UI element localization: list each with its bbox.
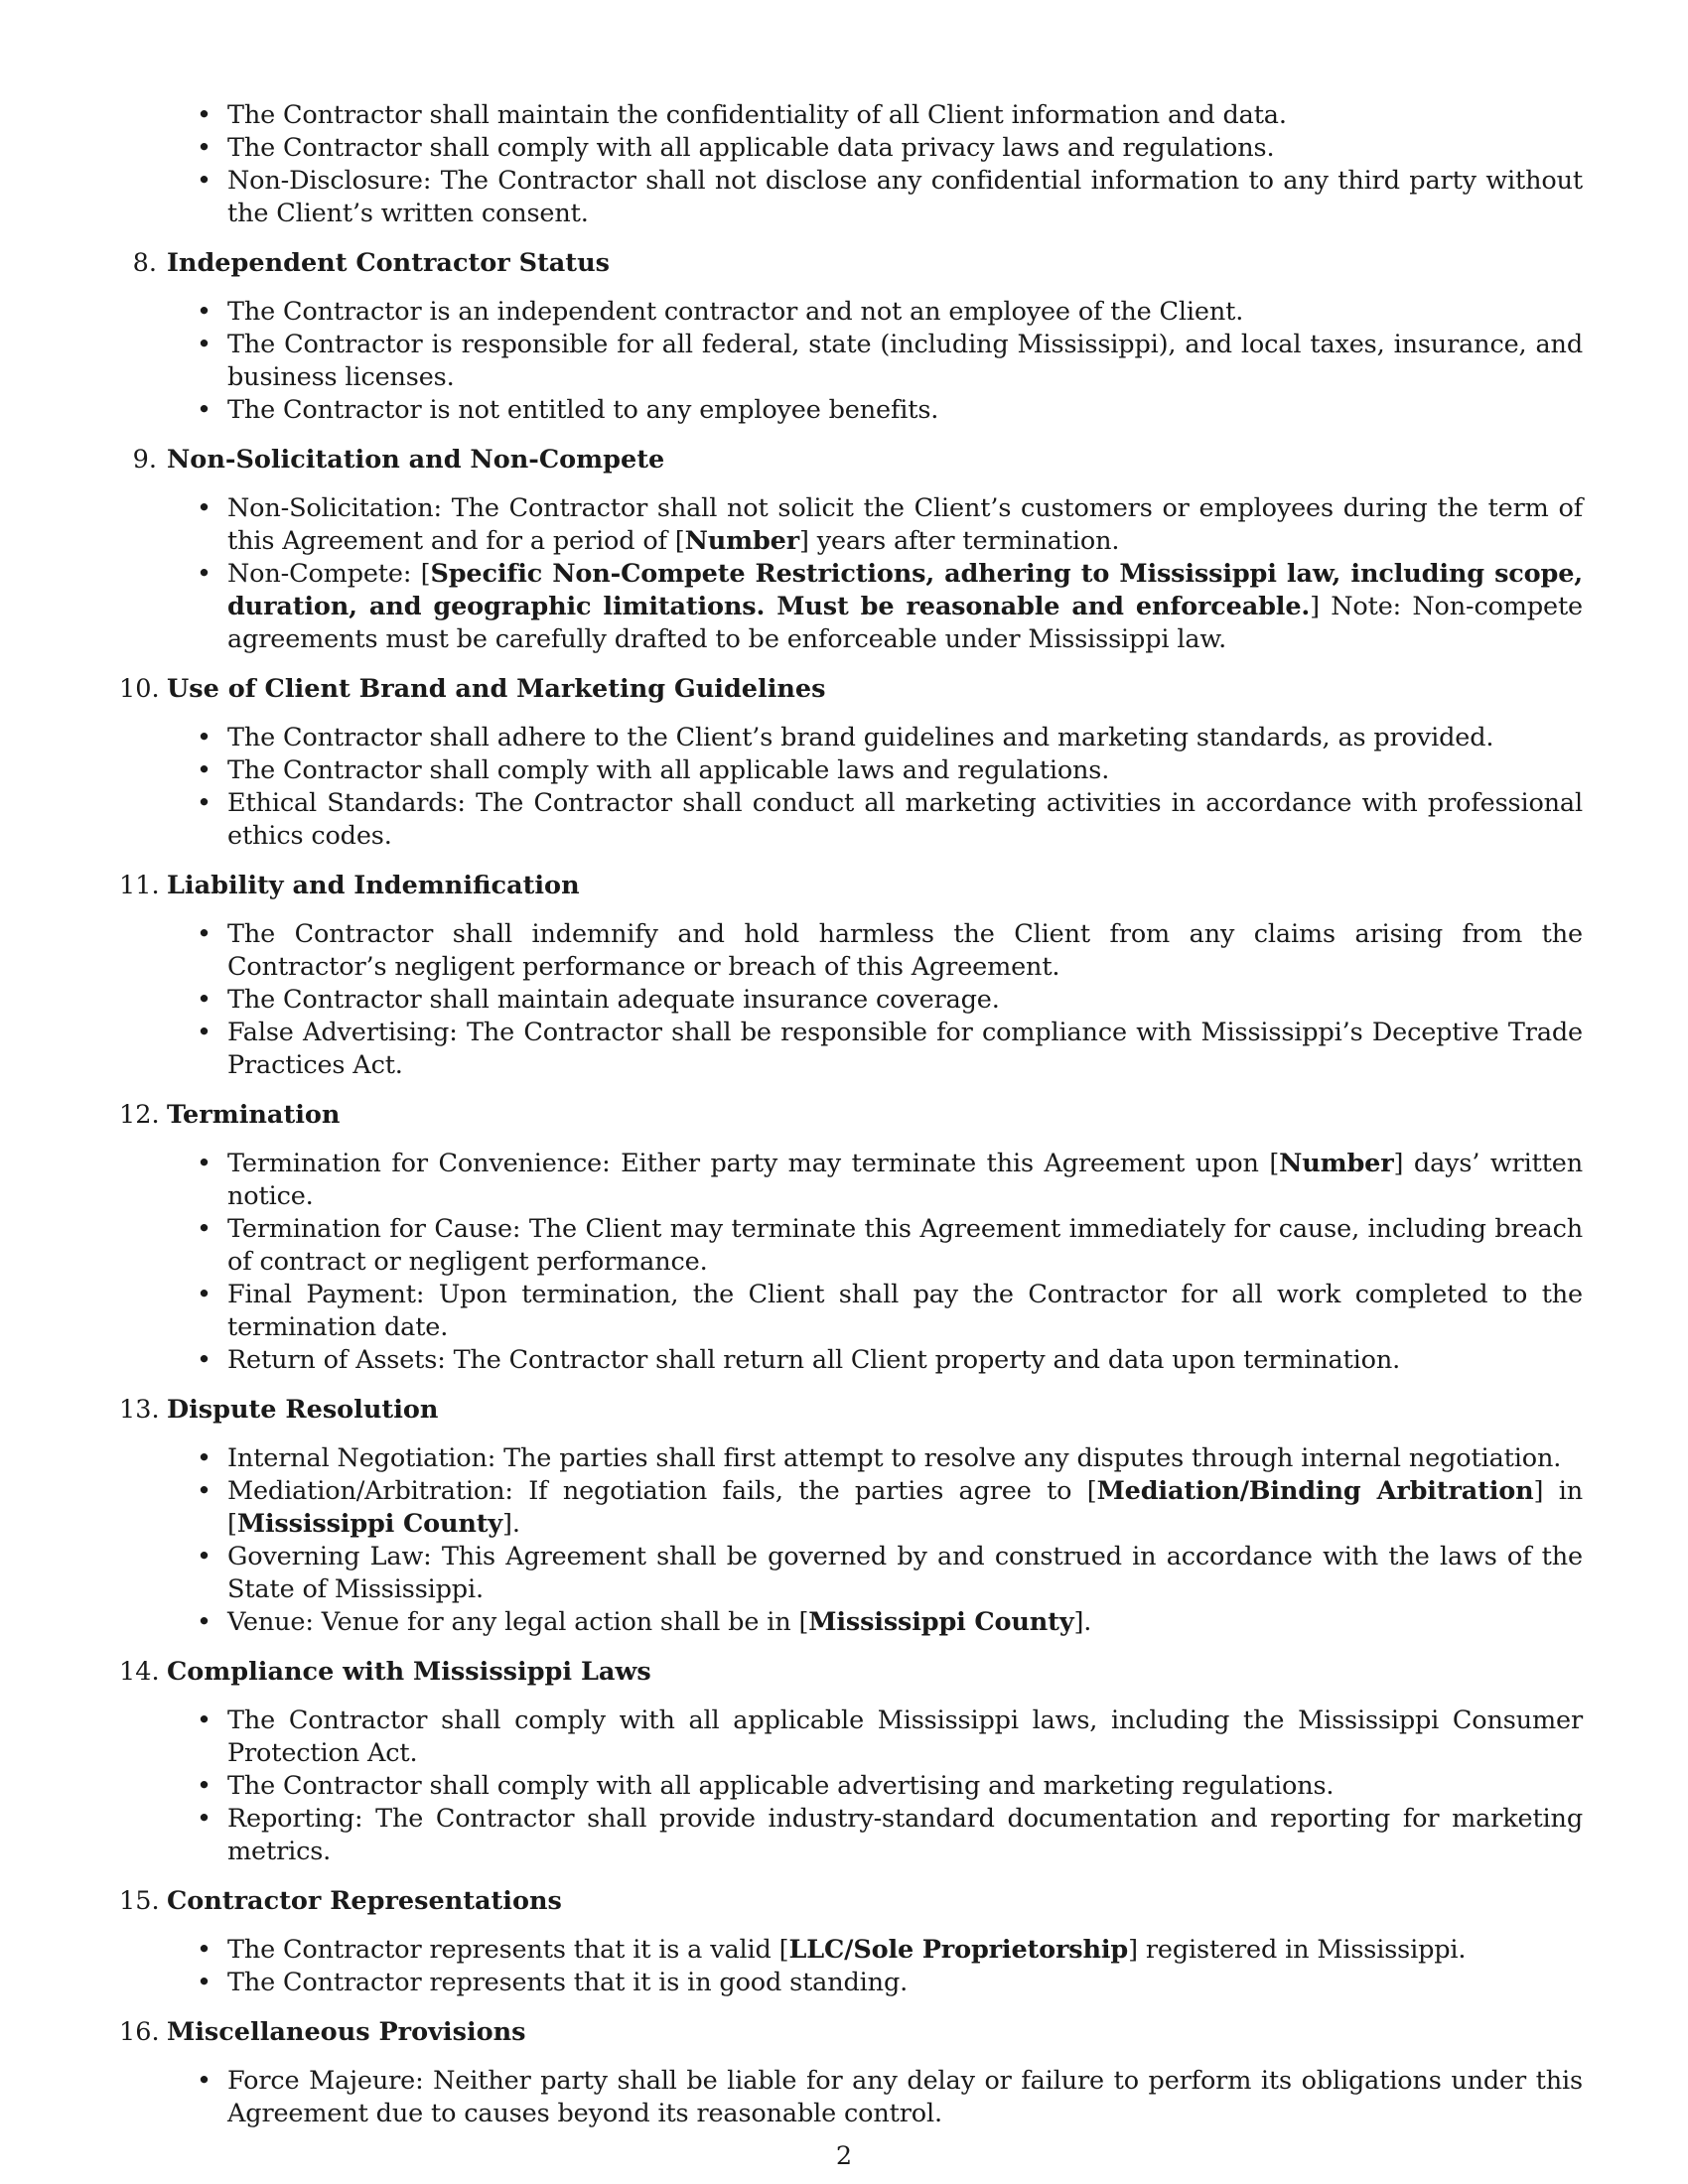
bullet-list	[167, 1934, 1583, 1999]
bullet-list	[167, 1148, 1583, 1377]
item-text: ].	[1073, 1607, 1092, 1637]
item-text: The Contractor shall indemnify and hold harmless the Client from any claims arising from the Contractor’s negligent performance or breach of this Agreement.	[227, 919, 1583, 982]
list-item	[167, 1705, 1583, 1770]
list-item	[167, 787, 1583, 853]
item-text: ] years after termination.	[799, 526, 1120, 556]
list-item	[167, 394, 1583, 427]
confidentiality-list	[167, 99, 1583, 230]
item-text: The Contractor shall adhere to the Client’s brand guidelines and marketing standards, as provided.	[227, 723, 1494, 752]
section-number: 14.	[119, 1657, 160, 1687]
list-item	[167, 1017, 1583, 1082]
item-text: The Contractor represents that it is in good standing.	[227, 1968, 909, 1997]
item-text: Governing Law: This Agreement shall be governed by and construed in accordance with the laws of the State of Mississippi.	[227, 1542, 1583, 1604]
item-text: ] Note: Non-compete agreements must be carefully drafted to be enforceable under Mississippi law.	[227, 592, 1583, 654]
list-item	[167, 754, 1583, 787]
placeholder-text: Number	[1279, 1149, 1394, 1178]
section-heading	[132, 444, 1583, 477]
bullet-list	[167, 1705, 1583, 1868]
bullet-list	[167, 2065, 1583, 2130]
section-title: Compliance with Mississippi Laws	[167, 1657, 651, 1687]
section-title: Miscellaneous Provisions	[167, 2017, 526, 2047]
list-item: • The Contractor shall comply with all applicable data privacy laws and regulations.	[167, 132, 1583, 165]
section-title: Termination	[167, 1100, 341, 1130]
section-heading	[119, 870, 1583, 902]
section-number: 10.	[119, 674, 160, 704]
section-title: Liability and Indemnification	[167, 871, 580, 900]
section	[119, 1656, 1583, 1868]
placeholder-text: Mississippi County	[236, 1509, 503, 1539]
item-text: Non-Solicitation: The Contractor shall not solicit the Client’s customers or employees during the term of this Agreement and for a period of [	[227, 493, 1583, 556]
section	[119, 673, 1583, 853]
section	[119, 2016, 1583, 2130]
placeholder-text: Mississippi County	[808, 1607, 1074, 1637]
item-text: ] days’ written notice.	[227, 1149, 1584, 1211]
item-text: Reporting: The Contractor shall provide industry-standard documentation and reporting for marketing metrics.	[227, 1804, 1583, 1866]
list-item	[167, 722, 1583, 754]
bullet-list	[167, 1442, 1583, 1639]
placeholder-text: Specific Non-Compete Restrictions, adhering to Mississippi law, including scope, duration, and geographic limitations. Must be reasonable and enforceable.	[227, 559, 1583, 621]
list-item	[167, 329, 1583, 394]
item-text: Termination for Cause: The Client may terminate this Agreement immediately for cause, including breach of contract or negligent performance.	[227, 1214, 1583, 1277]
item-text: Force Majeure: Neither party shall be liable for any delay or failure to perform its obligations under this Agreement due to causes beyond its reasonable control.	[227, 2066, 1583, 2128]
document-body	[119, 99, 1584, 2130]
list-item: • Non-Disclosure: The Contractor shall not disclose any confidential information to any third party without the Client’s written consent.	[167, 165, 1583, 230]
list-item	[167, 1967, 1583, 1999]
item-text: Return of Assets: The Contractor shall return all Client property and data upon termination.	[227, 1345, 1401, 1375]
section-number: 11.	[119, 871, 160, 900]
item-text: Non-Compete: [	[227, 559, 431, 589]
item-text: The Contractor represents that it is a valid [	[227, 1935, 789, 1965]
list-item	[167, 1934, 1583, 1967]
section	[119, 1885, 1583, 1999]
list-item	[167, 1803, 1583, 1868]
placeholder-text: Number	[684, 526, 800, 556]
list-item	[167, 1442, 1583, 1475]
list-item	[167, 1541, 1583, 1606]
section-title: Non-Solicitation and Non-Compete	[167, 445, 665, 475]
section-heading	[119, 1099, 1583, 1132]
list-item	[167, 1475, 1583, 1541]
item-text: The Contractor shall maintain adequate insurance coverage.	[227, 985, 1000, 1015]
sections-container	[119, 247, 1584, 2130]
section-heading	[119, 1656, 1583, 1689]
item-text: The Contractor is an independent contractor and not an employee of the Client.	[227, 297, 1244, 327]
section-title: Dispute Resolution	[167, 1395, 439, 1425]
list-item	[167, 2065, 1583, 2130]
section-title: Independent Contractor Status	[167, 248, 610, 278]
item-text: The Contractor is responsible for all federal, state (including Mississippi), and local taxes, insurance, and business licenses.	[227, 330, 1583, 392]
item-text: Mediation/Arbitration: If negotiation fails, the parties agree to [	[227, 1476, 1097, 1506]
item-text: Termination for Convenience: Either party may terminate this Agreement upon [	[227, 1149, 1280, 1178]
item-text: False Advertising: The Contractor shall be responsible for compliance with Mississippi’s Deceptive Trade Practices Act.	[227, 1018, 1583, 1080]
section-heading	[119, 673, 1583, 706]
section	[119, 1394, 1583, 1639]
list-item	[167, 296, 1583, 329]
bullet-list	[167, 722, 1583, 853]
section-number: 16.	[119, 2017, 160, 2047]
list-item	[167, 984, 1583, 1017]
section	[119, 1099, 1584, 1377]
list-item	[167, 558, 1583, 656]
section-title: Use of Client Brand and Marketing Guidelines	[167, 674, 826, 704]
section	[119, 870, 1583, 1082]
list-item	[167, 1148, 1583, 1213]
section-heading	[119, 1885, 1583, 1918]
list-item	[167, 1344, 1583, 1377]
section-number: 9.	[132, 445, 157, 475]
item-text: Ethical Standards: The Contractor shall conduct all marketing activities in accordance with professional ethics codes.	[227, 788, 1583, 851]
item-text: Final Payment: Upon termination, the Client shall pay the Contractor for all work completed to the termination date.	[227, 1280, 1583, 1342]
item-text: The Contractor shall comply with all applicable laws and regulations.	[227, 755, 1110, 785]
item-text: The Contractor shall comply with all applicable advertising and marketing regulations.	[227, 1771, 1335, 1801]
placeholder-text: LLC/Sole Proprietorship	[788, 1935, 1129, 1965]
list-item	[167, 1213, 1583, 1279]
bullet-list	[167, 492, 1583, 656]
section-heading	[119, 2016, 1583, 2049]
item-text: Internal Negotiation: The parties shall first attempt to resolve any disputes through internal negotiation.	[227, 1443, 1562, 1473]
bullet-list	[167, 918, 1583, 1082]
item-text: Venue: Venue for any legal action shall be in [	[227, 1607, 809, 1637]
section-number: 15.	[119, 1886, 160, 1916]
section-heading	[132, 247, 1583, 280]
section	[132, 247, 1583, 427]
list-item	[167, 492, 1583, 558]
section-title: Contractor Representations	[167, 1886, 562, 1916]
bullet-list	[167, 296, 1583, 427]
section	[132, 444, 1583, 656]
item-text: The Contractor shall comply with all applicable Mississippi laws, including the Mississippi Consumer Protection Act.	[227, 1706, 1583, 1768]
section-heading	[119, 1394, 1583, 1427]
item-text: ] in [	[227, 1476, 1583, 1539]
item-text: The Contractor is not entitled to any employee benefits.	[227, 395, 939, 425]
list-item	[167, 1279, 1583, 1344]
list-item	[167, 1770, 1583, 1803]
section-number: 8.	[132, 248, 157, 278]
item-text: ].	[502, 1509, 520, 1539]
item-text: ] registered in Mississippi.	[1128, 1935, 1467, 1965]
page-number: 2	[835, 2141, 853, 2171]
section-number: 13.	[119, 1395, 160, 1425]
placeholder-text: Mediation/Binding Arbitration	[1096, 1476, 1534, 1506]
list-item	[167, 1606, 1583, 1639]
list-item: • The Contractor shall maintain the confidentiality of all Client information and data.	[167, 99, 1583, 132]
section-number: 12.	[119, 1100, 160, 1130]
list-item	[167, 918, 1583, 984]
